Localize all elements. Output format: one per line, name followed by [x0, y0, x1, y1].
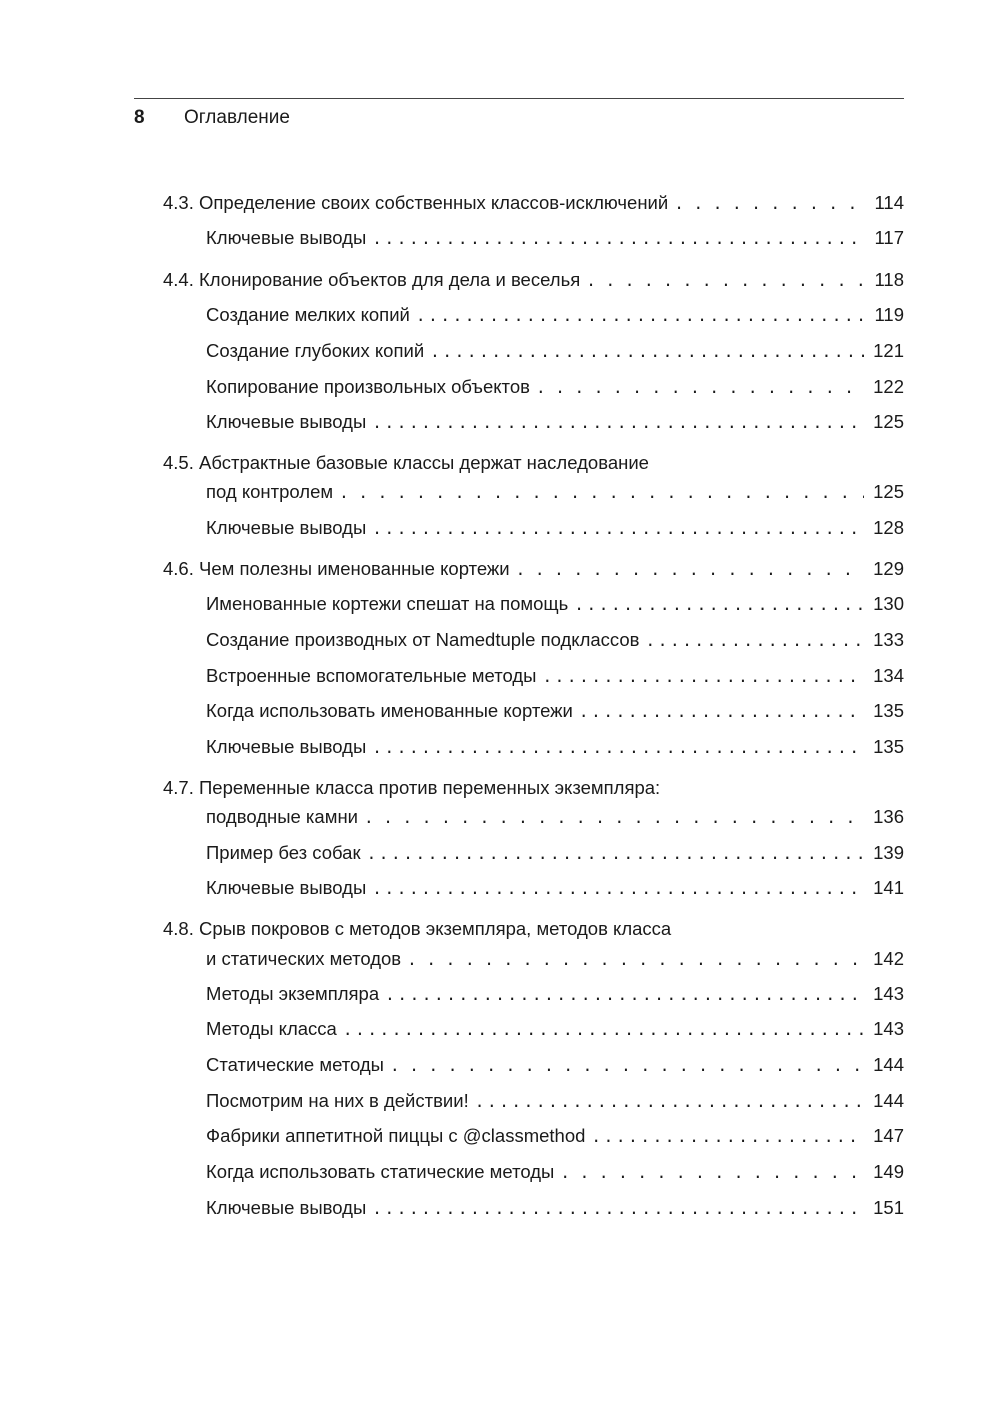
leader-dots	[372, 409, 864, 436]
leader-dots	[591, 1123, 864, 1150]
leader-dots	[407, 946, 864, 973]
toc-entry-page: 133	[873, 629, 904, 650]
toc-entry-title: подводные камни	[206, 806, 358, 827]
toc-entry-title: Встроенные вспомогательные методы	[206, 665, 537, 686]
toc-entry-page: 119	[874, 304, 904, 325]
leader-dots	[646, 627, 865, 654]
leader-dots	[586, 267, 864, 294]
toc-entry-title: Методы экземпляра	[206, 983, 380, 1004]
toc-entry-title: Посмотрим на них в действии!	[206, 1090, 469, 1111]
toc-entry-title: Ключевые выводы	[206, 411, 367, 432]
toc-entry-4-6[interactable]	[163, 556, 904, 582]
toc-entry-title: Создание мелких копий	[206, 304, 410, 325]
toc-entry-4-6-5[interactable]	[206, 734, 904, 760]
leader-dots	[372, 875, 864, 902]
leader-dots	[560, 1159, 864, 1186]
toc-entry-title: Ключевые выводы	[206, 736, 367, 757]
toc-entry-page: 128	[873, 517, 904, 538]
toc-entry-page: 117	[874, 227, 904, 248]
toc-entry-4-7[interactable]	[206, 804, 904, 830]
leader-dots	[536, 374, 864, 401]
toc-entry-page: 143	[873, 1018, 904, 1039]
leader-dots	[574, 591, 864, 618]
toc-entry-page: 139	[873, 842, 904, 863]
leader-dots	[516, 556, 864, 583]
toc-entry-title: Когда использовать именованные кортежи	[206, 700, 573, 721]
leader-dots	[372, 734, 864, 761]
leader-dots	[372, 225, 864, 252]
page-number: 8	[134, 107, 145, 128]
toc-entry-title: Статические методы	[206, 1054, 384, 1075]
toc-entry-4-4-2[interactable]	[206, 338, 904, 364]
leader-dots	[475, 1088, 864, 1115]
toc-entry-page: 129	[873, 558, 904, 579]
toc-entry-4-8-2[interactable]	[206, 1016, 904, 1042]
leader-dots	[430, 338, 864, 365]
toc-entry-4-6-3[interactable]	[206, 663, 904, 689]
header-title: Оглавление	[184, 107, 290, 128]
toc-entry-title: Именованные кортежи спешат на помощь	[206, 593, 569, 614]
toc-entry-title: Ключевые выводы	[206, 227, 367, 248]
toc-entry-page: 147	[873, 1125, 904, 1146]
toc-entry-4-6-1[interactable]	[206, 591, 904, 617]
toc-entry-page: 121	[873, 340, 904, 361]
toc-entry-4-8-6[interactable]	[206, 1159, 904, 1185]
toc-entry-title: Копирование произвольных объектов	[206, 376, 530, 397]
leader-dots	[372, 515, 864, 542]
toc-entry-4-4-4[interactable]	[206, 409, 904, 435]
toc-entry-page: 134	[873, 665, 904, 686]
leader-dots	[674, 190, 864, 217]
leader-dots	[416, 302, 864, 329]
toc-entry-page: 122	[873, 376, 904, 397]
leader-dots	[367, 840, 864, 867]
leader-dots	[372, 1195, 864, 1222]
toc-entry-4-5[interactable]	[206, 479, 904, 505]
toc-entry-4-4-1[interactable]	[206, 302, 904, 328]
toc-entry-4-7-2[interactable]	[206, 875, 904, 901]
toc-entry-title: Пример без собак	[206, 842, 361, 863]
toc-entry-page: 142	[873, 948, 904, 969]
toc-entry-title: Фабрики аппетитной пиццы с @classmethod	[206, 1125, 586, 1146]
toc-entry-page: 114	[874, 192, 904, 213]
toc-entry-page: 144	[873, 1090, 904, 1111]
toc-entry-title: Ключевые выводы	[206, 517, 367, 538]
toc-entry-title: 4.6. Чем полезны именованные кортежи	[163, 558, 510, 579]
leader-dots	[339, 479, 864, 506]
toc-entry-4-8-4[interactable]	[206, 1088, 904, 1114]
toc-entry-page: 141	[873, 877, 904, 898]
toc-entry-4-5-line1[interactable]: 4.5. Абстрактные базовые классы держат наследование	[163, 452, 649, 473]
toc-entry-page: 143	[873, 983, 904, 1004]
toc-entry-4-7-line1[interactable]: 4.7. Переменные класса против переменных экземпляра:	[163, 777, 661, 798]
leader-dots	[579, 698, 864, 725]
toc-entry-4-6-2[interactable]	[206, 627, 904, 653]
leader-dots	[390, 1052, 864, 1079]
toc-entry-title: под контролем	[206, 481, 334, 502]
toc-entry-page: 125	[873, 411, 904, 432]
toc-entry-page: 151	[873, 1197, 904, 1218]
toc-entry-title: Создание глубоких копий	[206, 340, 425, 361]
toc-entry-page: 144	[873, 1054, 904, 1075]
toc-entry-title: 4.3. Определение своих собственных классов-исключений	[163, 192, 669, 213]
toc-entry-4-8-3[interactable]	[206, 1052, 904, 1078]
toc-entry-title: Ключевые выводы	[206, 1197, 367, 1218]
toc-entry-page: 125	[873, 481, 904, 502]
toc-entry-4-4-3[interactable]	[206, 374, 904, 400]
leader-dots	[364, 804, 864, 831]
toc-entry-4-4[interactable]	[163, 267, 904, 293]
toc-entry-4-6-4[interactable]	[206, 698, 904, 724]
toc-entry-4-8-5[interactable]	[206, 1123, 904, 1149]
toc-entry-title: 4.4. Клонирование объектов для дела и веселья	[163, 269, 581, 290]
toc-entry-4-8-line1[interactable]: 4.8. Срыв покровов с методов экземпляра, методов класса	[163, 918, 672, 939]
toc-entry-title: Создание производных от Namedtuple подклассов	[206, 629, 640, 650]
toc-entry-title: Когда использовать статические методы	[206, 1161, 555, 1182]
leader-dots	[343, 1016, 864, 1043]
toc-entry-page: 136	[873, 806, 904, 827]
toc-entry-title: Ключевые выводы	[206, 877, 367, 898]
toc-entry-page: 118	[874, 269, 904, 290]
toc-entry-4-8-1[interactable]	[206, 981, 904, 1007]
leader-dots	[385, 981, 864, 1008]
toc-entry-4-3[interactable]	[163, 190, 904, 216]
toc-entry-title: и статических методов	[206, 948, 402, 969]
toc-entry-4-5-1[interactable]	[206, 515, 904, 541]
toc-entry-4-8-7[interactable]	[206, 1195, 904, 1221]
leader-dots	[542, 663, 864, 690]
toc-entry-title: Методы класса	[206, 1018, 337, 1039]
toc-entry-page: 130	[873, 593, 904, 614]
toc-entry-4-8[interactable]	[206, 946, 904, 972]
toc-entry-page: 135	[873, 736, 904, 757]
toc-entry-page: 135	[873, 700, 904, 721]
toc-entry-4-7-1[interactable]	[206, 840, 904, 866]
toc-entry-page: 149	[873, 1161, 904, 1182]
toc-entry-4-3-1[interactable]	[206, 225, 904, 251]
